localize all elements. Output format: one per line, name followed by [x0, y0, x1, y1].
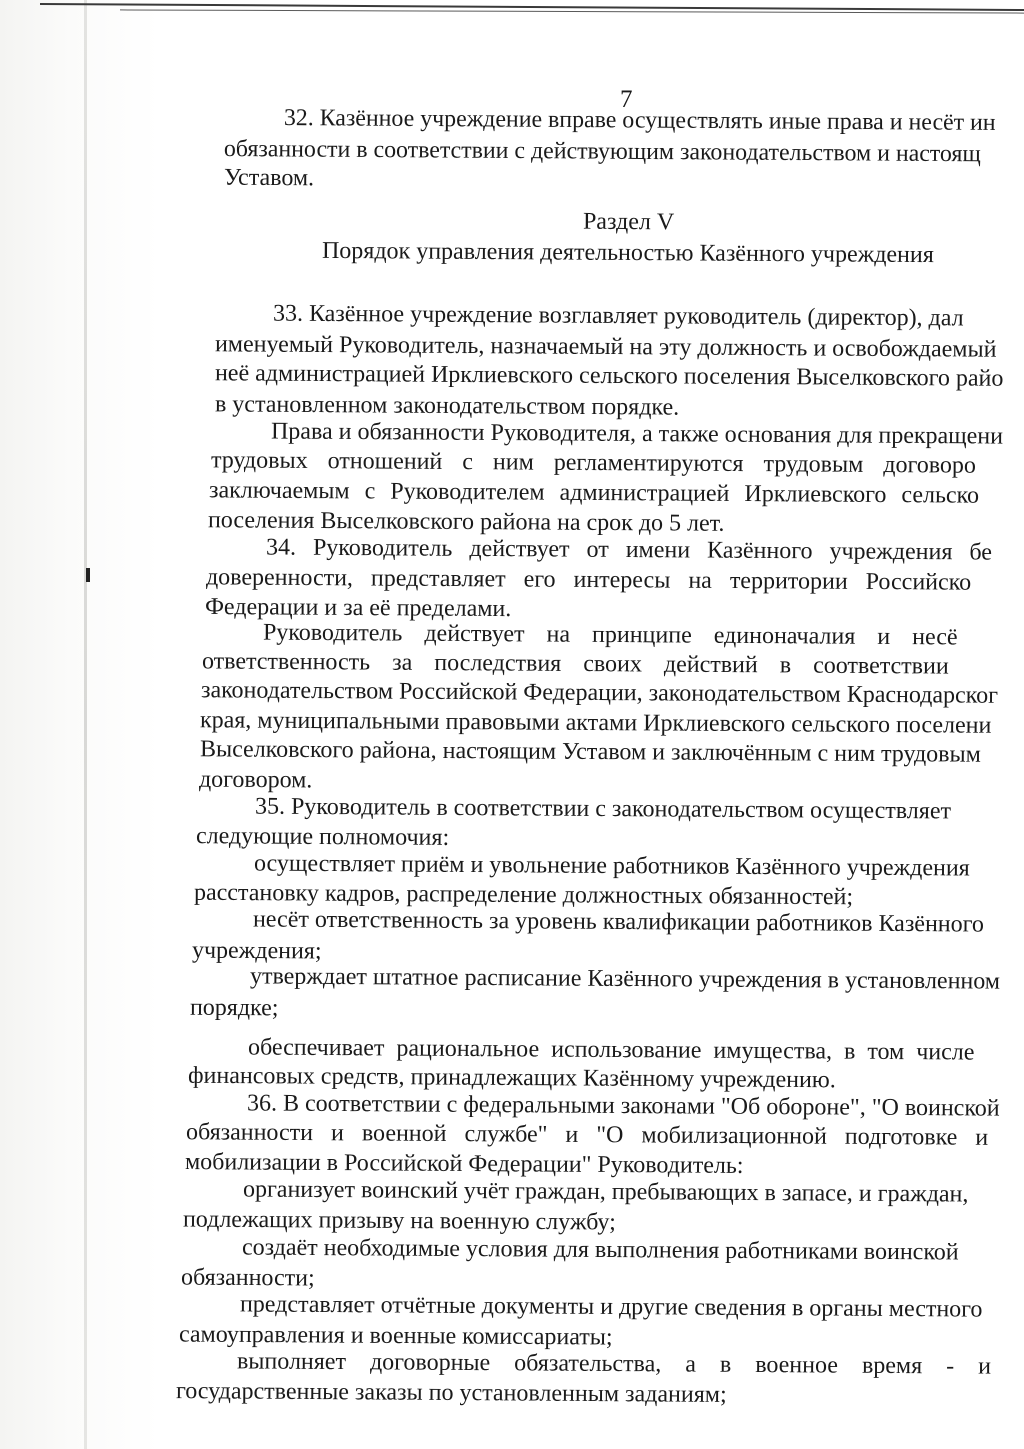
text-line: расстановку кадров, распределение должностных обязанностей;	[193, 879, 854, 911]
text-line: именуемый Руководитель, назначаемый на эту должность и освобождаемый	[214, 331, 997, 363]
text-line: Руководитель действует на принципе единоначалия и несё	[262, 619, 958, 651]
text-line: обязанности и военной службе" и "О мобилизационной подготовке и	[185, 1119, 989, 1151]
text-line: 35. Руководитель в соответствии с законодательством осуществляет	[254, 793, 952, 825]
text-line: обеспечивает рациональное использование имущества, в том числе	[247, 1034, 975, 1066]
text-line: представляет отчётные документы и другие сведения в органы местного	[239, 1291, 983, 1323]
text-line: неё администрацией Ирклиевского сельского поселения Выселковского райо	[214, 360, 1004, 392]
page-number: 7	[620, 86, 633, 113]
text-line: края, муниципальными правовыми актами Ирклиевского сельского поселени	[199, 707, 992, 739]
text-line: финансовых средств, принадлежащих Казённому учреждению.	[187, 1062, 836, 1094]
text-line: обязанности в соответствии с действующим законодательством и настоящ	[223, 135, 981, 168]
section-number: Раздел V	[582, 208, 675, 236]
text-line: создаёт необходимые условия для выполнения работниками воинской	[241, 1234, 959, 1266]
text-line: договором.	[198, 766, 313, 794]
text-line: Выселковского района, настоящим Уставом и заключённым с ним трудовым	[199, 736, 981, 768]
text-line: мобилизации в Российской Федерации" Руководитель:	[184, 1149, 744, 1179]
text-line: выполняет договорные обязательства, а в военное время - и	[236, 1348, 992, 1380]
text-line: Права и обязанности Руководителя, а также основания для прекращени	[270, 418, 1004, 450]
text-line: 36. В соответствии с федеральными законами "Об обороне", "О воинской	[246, 1090, 1000, 1122]
text-line: Федерации и за её пределами.	[204, 593, 512, 623]
text-line: учреждения;	[191, 937, 322, 965]
text-line: ответственность за последствия своих действий в соответствии	[201, 648, 949, 680]
text-line: поселения Выселковского района на срок до 5 лет.	[207, 507, 725, 537]
text-line: порядке;	[189, 994, 279, 1022]
text-line: доверенности, представляет его интересы на территории Российско	[205, 564, 972, 596]
text-line: трудовых отношений с ним регламентируются трудовым договоро	[210, 447, 977, 479]
text-line: законодательством Российской Федерации, законодательством Краснодарског	[200, 677, 999, 709]
text-line: утверждает штатное расписание Казённого учреждения в установленном	[249, 963, 1001, 995]
text-line: несёт ответственность за уровень квалификации работников Казённого	[252, 906, 985, 938]
text-line: в установленном законодательством порядке.	[214, 391, 680, 421]
text-line: самоуправления и военные комиссариаты;	[178, 1321, 613, 1351]
text-line: заключаемым с Руководителем администрацией Ирклиевского сельско	[208, 477, 980, 509]
text-line: осуществляет приём и увольнение работников Казённого учреждения	[253, 850, 970, 882]
section-title: Порядок управления деятельностью Казённого учреждения	[321, 237, 934, 269]
text-line: 34. Руководитель действует от имени Казённого учреждения бе	[265, 534, 993, 566]
text-line: Уставом.	[223, 164, 315, 192]
text-line: следующие полномочия:	[195, 823, 450, 851]
text-line: государственные заказы по установленным заданиям;	[175, 1378, 727, 1408]
text-line: обязанности;	[180, 1264, 315, 1292]
text-line: организует воинский учёт граждан, пребывающих в запасе, и граждан,	[242, 1176, 969, 1208]
text-line: 32. Казённое учреждение вправе осуществлять иные права и несёт ин	[283, 104, 996, 136]
text-line: 33. Казённое учреждение возглавляет руководитель (директор), дал	[272, 300, 964, 332]
text-line: подлежащих призыву на военную службу;	[182, 1206, 616, 1236]
